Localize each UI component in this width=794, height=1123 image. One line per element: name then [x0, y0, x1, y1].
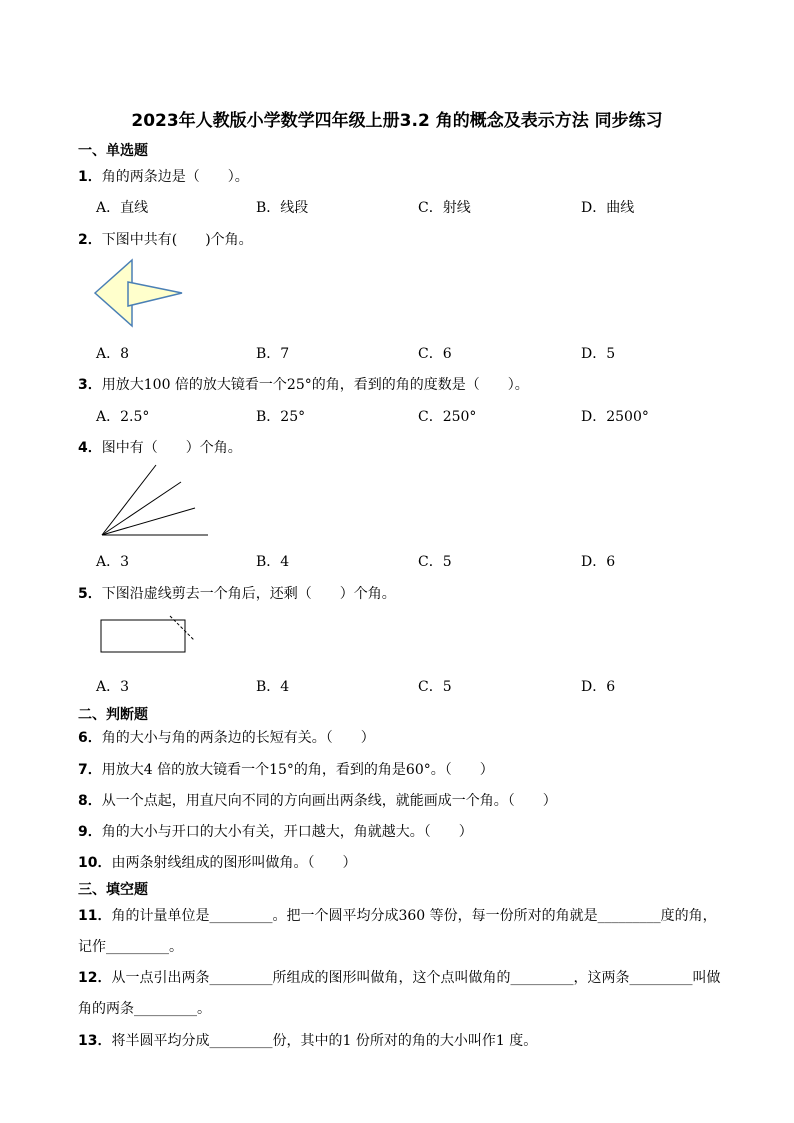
question-text: 由两条射线组成的图形叫做角。（ ）: [111, 855, 357, 871]
option-d[interactable]: D．6: [581, 679, 616, 695]
question-text: 用放大4 倍的放大镜看一个15°的角，看到的角是60°。（ ）: [101, 762, 494, 778]
option-a[interactable]: A．3: [96, 554, 130, 570]
question-number: 12．: [78, 970, 112, 986]
question-6: [78, 727, 375, 747]
question-text: 角的计量单位是_________。把一个圆平均分成360 等份，每一份所对的角就是_________度的角，: [111, 908, 717, 924]
option-d[interactable]: D．5: [581, 346, 616, 362]
option-b[interactable]: B．7: [256, 346, 290, 362]
question-7: [78, 759, 494, 779]
question-8: [78, 790, 557, 810]
option-c[interactable]: C．射线: [418, 200, 471, 216]
question-text: 将半圆平均分成_________份，其中的1 份所对的角的大小叫作1 度。: [111, 1033, 538, 1049]
ray: [102, 508, 195, 535]
option-a[interactable]: A．8: [96, 346, 130, 362]
question-10: [78, 852, 356, 872]
question-text: 下图中共有( )个角。: [101, 232, 253, 248]
question-text: 下图沿虚线剪去一个角后，还剩（ ）个角。: [101, 586, 396, 602]
option-d[interactable]: D．2500°: [581, 409, 649, 425]
question-number: 11．: [78, 908, 112, 924]
question-text: 从一个点起，用直尺向不同的方向画出两条线，就能画成一个角。（ ）: [101, 793, 557, 809]
question-text: 用放大100 倍的放大镜看一个25°的角，看到的角的度数是（ ）。: [101, 377, 529, 393]
question-9: [78, 821, 473, 841]
question-11: [78, 905, 717, 925]
large-triangle: [95, 260, 132, 326]
option-d[interactable]: D．曲线: [581, 200, 635, 216]
rectangle: [101, 620, 185, 652]
option-a[interactable]: A．2.5°: [96, 409, 150, 425]
option-b[interactable]: B．4: [256, 679, 290, 695]
question-number: 8．: [78, 793, 102, 809]
page-title: 2023年人教版小学数学四年级上册3.2 角的概念及表示方法 同步练习: [131, 111, 663, 131]
arrow-shape-figure: [90, 256, 190, 332]
option-c[interactable]: C．5: [418, 554, 452, 570]
section-heading-fill-blank: 三、填空题: [78, 882, 148, 898]
rays-figure: [98, 462, 213, 540]
option-c[interactable]: C．6: [418, 346, 452, 362]
question-2: [78, 229, 253, 249]
ray: [102, 482, 181, 535]
question-11-continuation: 记作_________。: [78, 939, 183, 955]
question-number: 5．: [78, 586, 102, 602]
option-b[interactable]: B．4: [256, 554, 290, 570]
question-text: 角的大小与开口的大小有关，开口越大，角就越大。（ ）: [101, 824, 473, 840]
question-text: 图中有（ ）个角。: [101, 440, 242, 456]
question-number: 3．: [78, 377, 102, 393]
question-text: 角的大小与角的两条边的长短有关。（ ）: [101, 730, 375, 746]
section-heading-true-false: 二、判断题: [78, 707, 148, 723]
question-13: [78, 1030, 537, 1050]
question-number: 2．: [78, 232, 102, 248]
ray: [102, 465, 156, 535]
question-number: 10．: [78, 855, 112, 871]
question-1: [78, 166, 249, 186]
question-5: [78, 583, 396, 603]
question-number: 13．: [78, 1033, 112, 1049]
section-heading-single-choice: 一、单选题: [78, 143, 148, 159]
question-12-continuation: 角的两条_________。: [78, 1001, 211, 1017]
question-number: 9．: [78, 824, 102, 840]
question-3: [78, 374, 529, 394]
question-number: 1．: [78, 169, 102, 185]
small-triangle: [128, 282, 182, 306]
option-a[interactable]: A．直线: [96, 200, 149, 216]
question-number: 6．: [78, 730, 102, 746]
option-b[interactable]: B．25°: [256, 409, 306, 425]
rectangle-figure: [98, 614, 198, 656]
question-text: 从一点引出两条_________所组成的图形叫做角，这个点叫做角的_________，这两条_________叫做: [111, 970, 721, 986]
option-c[interactable]: C．250°: [418, 409, 477, 425]
question-4: [78, 437, 242, 457]
question-number: 4．: [78, 440, 102, 456]
option-a[interactable]: A．3: [96, 679, 130, 695]
option-c[interactable]: C．5: [418, 679, 452, 695]
question-12: [78, 967, 720, 987]
option-b[interactable]: B．线段: [256, 200, 309, 216]
question-number: 7．: [78, 762, 102, 778]
option-d[interactable]: D．6: [581, 554, 616, 570]
question-text: 角的两条边是（ ）。: [101, 169, 249, 185]
